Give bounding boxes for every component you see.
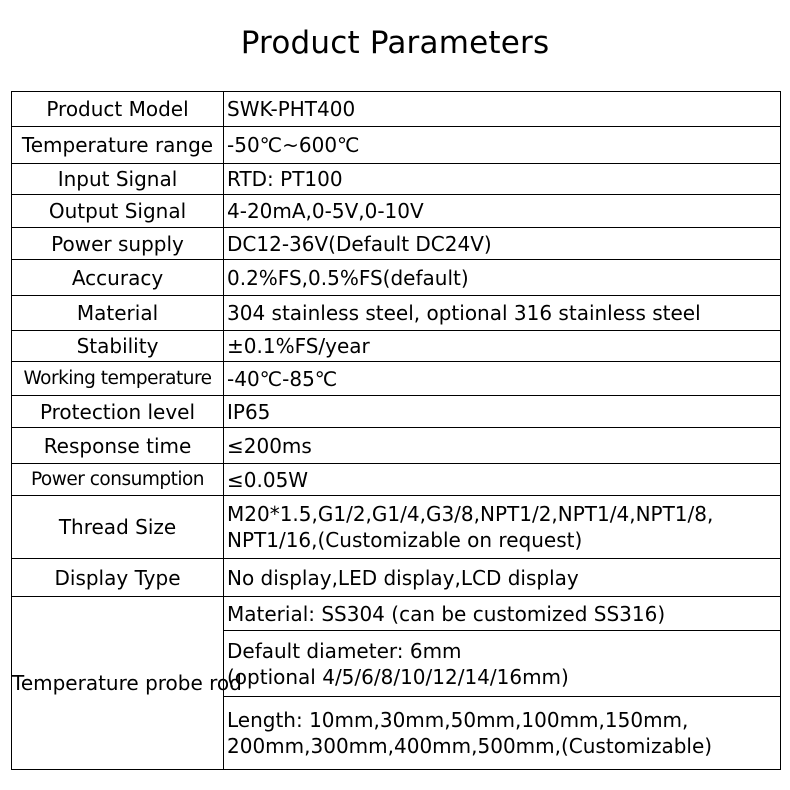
table-row	[12, 464, 781, 496]
table-row	[12, 396, 781, 428]
row-value-display-type: No display,LED display,LCD display	[224, 559, 781, 597]
probe-diameter-line-1: Default diameter: 6mm	[227, 638, 462, 663]
row-value-probe-diameter	[224, 631, 781, 697]
row-label-working-temperature: Working temperature	[12, 362, 224, 396]
row-label-temperature-range: Temperature range	[12, 127, 224, 164]
product-parameters-table	[11, 91, 781, 770]
row-value-accuracy: 0.2%FS,0.5%FS(default)	[224, 260, 781, 296]
row-value-power-consumption: ≤0.05W	[224, 464, 781, 496]
table-row	[12, 559, 781, 597]
row-label-display-type: Display Type	[12, 559, 224, 597]
row-value-temperature-range: -50℃~600℃	[224, 127, 781, 164]
row-label-response-time: Response time	[12, 428, 224, 464]
row-value-material: 304 stainless steel, optional 316 stainless steel	[224, 296, 781, 331]
row-label-power-supply: Power supply	[12, 228, 224, 260]
table-row	[12, 331, 781, 362]
probe-rod-label-line-2: probe rod	[145, 671, 242, 695]
row-value-thread-size	[224, 496, 781, 559]
probe-length-line-1: Length: 10mm,30mm,50mm,100mm,150mm,	[227, 708, 689, 732]
thread-size-line-2: NPT1/16,(Customizable on request)	[227, 528, 583, 552]
table-row	[12, 92, 781, 127]
row-value-response-time: ≤200ms	[224, 428, 781, 464]
row-value-stability: ±0.1%FS/year	[224, 331, 781, 362]
table-row	[12, 496, 781, 559]
table-row	[12, 164, 781, 195]
row-value-output-signal: 4-20mA,0-5V,0-10V	[224, 195, 781, 228]
row-value-probe-length	[224, 697, 781, 770]
row-label-product-model: Product Model	[12, 92, 224, 127]
row-value-power-supply: DC12-36V(Default DC24V)	[224, 228, 781, 260]
table-row	[12, 428, 781, 464]
row-value-protection-level: IP65	[224, 396, 781, 428]
row-value-input-signal: RTD: PT100	[224, 164, 781, 195]
table-row	[12, 597, 781, 631]
row-value-working-temperature: -40℃-85℃	[224, 362, 781, 396]
table-row	[12, 195, 781, 228]
probe-length-line-2: 200mm,300mm,400mm,500mm,(Customizable)	[227, 734, 713, 758]
row-label-stability: Stability	[12, 331, 224, 362]
row-label-thread-size: Thread Size	[12, 496, 224, 559]
row-label-material: Material	[12, 296, 224, 331]
row-label-power-consumption: Power consumption	[12, 464, 224, 496]
table-row	[12, 260, 781, 296]
row-value-probe-material: Material: SS304 (can be customized SS316)	[224, 597, 781, 631]
probe-diameter-line-2: (optional 4/5/6/8/10/12/14/16mm)	[227, 664, 569, 689]
row-label-probe-rod	[12, 597, 242, 770]
row-value-product-model: SWK-PHT400	[224, 92, 781, 127]
page-title: Product Parameters	[240, 25, 550, 61]
row-label-protection-level: Protection level	[12, 396, 224, 428]
table-row	[12, 228, 781, 260]
row-label-input-signal: Input Signal	[12, 164, 224, 195]
row-label-output-signal: Output Signal	[12, 195, 224, 228]
probe-rod-label-line-1: Temperature	[12, 671, 139, 695]
table-row	[12, 362, 781, 396]
table-row	[12, 127, 781, 164]
row-label-accuracy: Accuracy	[12, 260, 224, 296]
thread-size-line-1: M20*1.5,G1/2,G1/4,G3/8,NPT1/2,NPT1/4,NPT1/8,	[227, 502, 714, 526]
table-row	[12, 296, 781, 331]
